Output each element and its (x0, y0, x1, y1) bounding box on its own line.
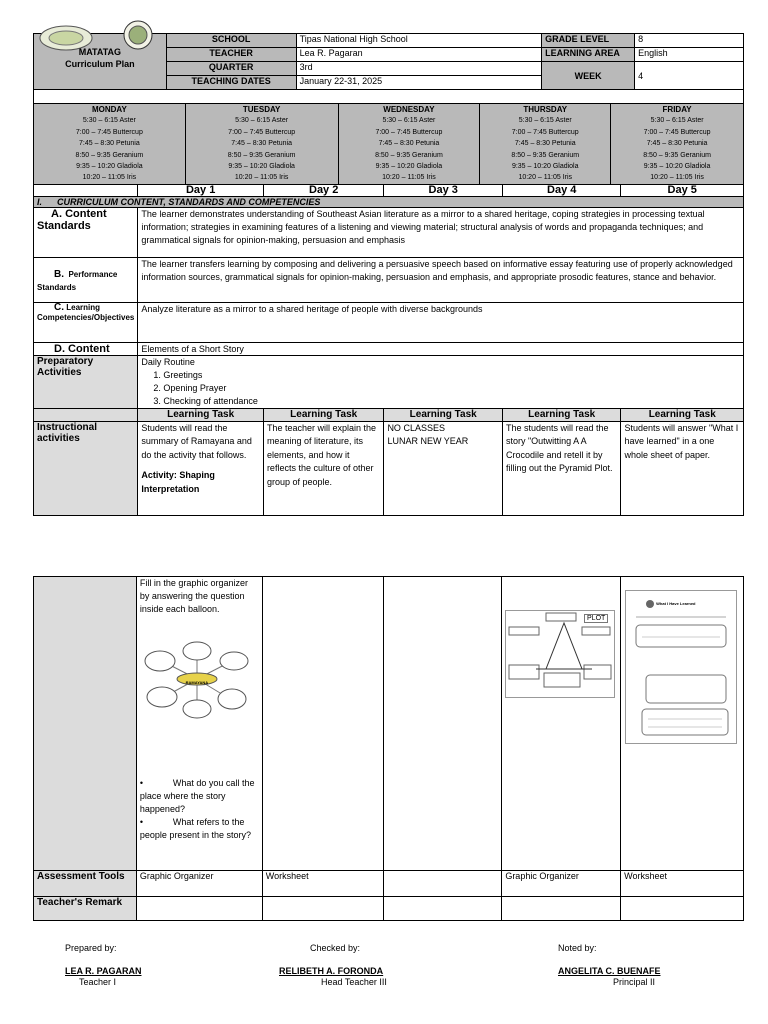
learning-task-4: Learning Task (502, 408, 621, 421)
assessment-day2: Worksheet (262, 871, 383, 897)
content-text: Elements of a Short Story (138, 342, 744, 355)
competencies-label: C. Learning Competencies/Objectives (34, 302, 138, 342)
day-header-4: Day 4 (502, 184, 621, 196)
question-2: • (139, 817, 144, 828)
schedule-thursday: THURSDAY 5:30 – 6:15 Aster 7:00 – 7:45 Buttercup 7:45 – 8:30 Petunia 8:50 – 9:35 Geranium 9:35 – 10:20 Gladiola 10:20 – 11:05 Iris (480, 104, 611, 185)
instructional-day1: Students will read the summary of Ramayana and do the activity that follows. Activity: Shaping Interpretation (138, 421, 264, 515)
quarter-label: QUARTER (166, 62, 296, 76)
school-value: Tipas National High School (296, 34, 542, 48)
assessment-day5: Worksheet (621, 871, 744, 897)
noted-by-name: ANGELITA C. BUENAFE (558, 966, 661, 976)
main-table (33, 184, 744, 516)
quarter-value: 3rd (296, 62, 542, 76)
teacher-label: TEACHER (166, 48, 296, 62)
organizer-instructions: Fill in the graphic organizer by answering the question inside each balloon. (139, 578, 248, 615)
instructional-day5: Students will answer "What I have learned" in a one whole sheet of paper. (621, 421, 744, 515)
plan-label: Curriculum Plan (65, 59, 135, 69)
schedule-monday: MONDAY 5:30 – 6:15 Aster 7:00 – 7:45 Buttercup 7:45 – 8:30 Petunia 8:50 – 9:35 Geranium 9:35 – 10:20 Gladiola 10:20 – 11:05 Iris (34, 104, 186, 185)
performance-standards-label: B. Performance Standards (34, 257, 138, 302)
dates-value: January 22-31, 2025 (296, 76, 542, 90)
instructional-label: Instructional activities (34, 421, 138, 515)
schedule-tuesday: TUESDAY 5:30 – 6:15 Aster 7:00 – 7:45 Buttercup 7:45 – 8:30 Petunia 8:50 – 9:35 Geranium 9:35 – 10:20 Gladiola 10:20 – 11:05 Iris (185, 104, 338, 185)
assessment-label: Assessment Tools (34, 871, 137, 897)
instructional-day3: NO CLASSES LUNAR NEW YEAR (384, 421, 503, 515)
question-1-text: What do you call the place where the story happened? (139, 777, 255, 815)
plot-title: PLOT (584, 614, 608, 623)
learned-title: What I Have Learned (656, 601, 696, 606)
schedule-wednesday: WEDNESDAY 5:30 – 6:15 Aster 7:00 – 7:45 Buttercup 7:45 – 8:30 Petunia 8:50 – 9:35 Geranium 9:35 – 10:20 Gladiola 10:20 – 11:05 Iris (338, 104, 480, 185)
continuation-table (33, 576, 744, 921)
dates-label: TEACHING DATES (166, 76, 296, 90)
day-header-3: Day 3 (384, 184, 503, 196)
performance-standards-text: The learner transfers learning by composing and delivering a persuasive speech based on informative essay featuring use of properly acknowledged information sources, grammatical signals for opinion-making, persuasion and emphasis, and appropriate prosodic features, stance and behavior. (138, 257, 744, 302)
school-label: SCHOOL (166, 34, 296, 48)
header-table (33, 33, 744, 104)
week-value: 4 (635, 62, 744, 90)
week-label: WEEK (542, 62, 635, 90)
teacher-value: Lea R. Pagaran (296, 48, 542, 62)
instructional-day4: The students will read the story "Outwitting A A Crocodile and retell it by filling out the Pyramid Plot. (502, 421, 621, 515)
noted-by-title: Principal II (613, 977, 656, 987)
continuation-day1 (136, 577, 262, 871)
plot-pyramid-image (505, 610, 615, 698)
preparatory-text: Daily Routine 1. Greetings 2. Opening Prayer 3. Checking of attendance (138, 355, 744, 408)
plot-worksheet-cell (502, 577, 621, 871)
prepared-by-title: Teacher I (79, 977, 117, 987)
logo-label: MATATAG (78, 47, 122, 57)
learning-task-1: Learning Task (138, 408, 264, 421)
competencies-text: Analyze literature as a mirror to a shared heritage of people with diverse backgrounds (138, 302, 744, 342)
section-title: I. CURRICULUM CONTENT, STANDARDS AND COMPETENCIES (34, 196, 744, 207)
prepared-by-name: LEA R. PAGARAN (65, 966, 142, 976)
learning-task-3: Learning Task (384, 408, 503, 421)
question-2-text: What refers to the people present in the story? (139, 817, 251, 841)
grade-label: GRADE LEVEL (542, 34, 635, 48)
spacer-row (34, 90, 744, 104)
assessment-day1: Graphic Organizer (136, 871, 262, 897)
prepared-by-caption: Prepared by: (65, 943, 117, 953)
question-1: • (139, 777, 144, 788)
day-header-5: Day 5 (621, 184, 744, 196)
logo-cell (34, 34, 167, 90)
lesson-plan-sheet (33, 33, 744, 516)
content-label: D. Content (34, 342, 138, 355)
area-value: English (635, 48, 744, 62)
graphic-organizer-image (140, 621, 259, 729)
checked-by-caption: Checked by: (310, 943, 361, 953)
grade-value: 8 (635, 34, 744, 48)
noted-by-caption: Noted by: (558, 943, 597, 953)
what-i-have-learned-image (625, 590, 737, 744)
assessment-day4: Graphic Organizer (502, 871, 621, 897)
checked-by-title: Head Teacher III (321, 977, 387, 987)
instructional-day2: The teacher will explain the meaning of literature, its elements, and how it reflects the culture of other group of people. (263, 421, 384, 515)
learned-worksheet-cell (621, 577, 744, 871)
area-label: LEARNING AREA (542, 48, 635, 62)
continuation-sheet (33, 576, 744, 921)
remark-label: Teacher's Remark (34, 897, 137, 921)
content-standards-text: The learner demonstrates understanding of Southeast Asian literature as a mirror to a shared heritage, coping strategies in processing textual information; strategies in examining features of a listening and viewing material; structural analysis of words and propaganda techniques; and grammatical signals for opinion-making, persuasion and emphasis (138, 207, 744, 257)
question-list (140, 777, 259, 843)
content-standards-label: A. Content Standards (34, 207, 138, 257)
schedule-table (33, 103, 744, 185)
learning-task-5: Learning Task (621, 408, 744, 421)
schedule-friday: FRIDAY 5:30 – 6:15 Aster 7:00 – 7:45 Buttercup 7:45 – 8:30 Petunia 8:50 – 9:35 Geranium 9:35 – 10:20 Gladiola 10:20 – 11:05 Iris (611, 104, 744, 185)
learning-task-2: Learning Task (263, 408, 384, 421)
organizer-center-label: RAMAYANA (185, 679, 209, 685)
day-header-1: Day 1 (138, 184, 264, 196)
preparatory-label: Preparatory Activities (34, 355, 138, 408)
day-header-2: Day 2 (263, 184, 384, 196)
checked-by-name: RELIBETH A. FORONDA (279, 966, 384, 976)
